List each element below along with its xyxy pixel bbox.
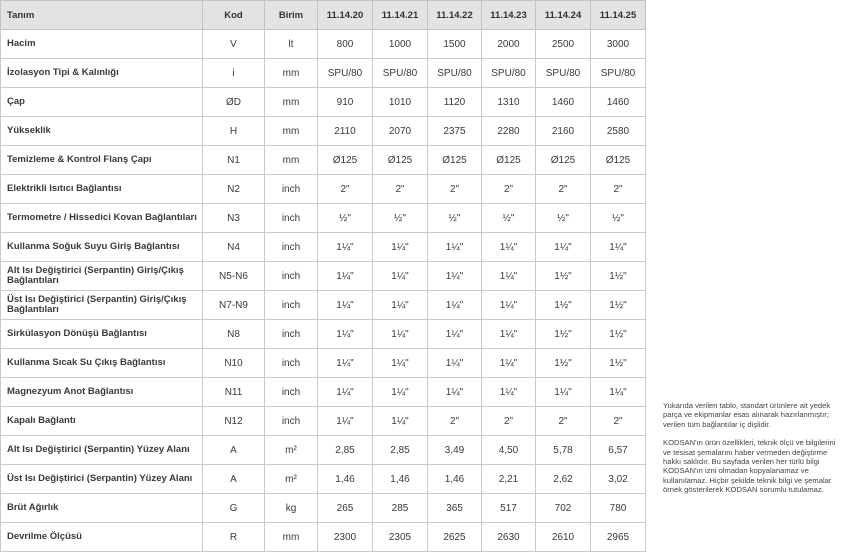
row-value: 1¼" — [318, 349, 373, 378]
row-value: 1¼" — [318, 407, 373, 436]
column-header: Birim — [265, 1, 318, 30]
row-value: 265 — [318, 494, 373, 523]
row-value: 2,85 — [373, 436, 428, 465]
row-value: ½" — [591, 204, 646, 233]
row-value: Ø125 — [482, 146, 536, 175]
row-label: Magnezyum Anot Bağlantısı — [1, 378, 203, 407]
row-value: 1¼" — [318, 291, 373, 320]
row-code: N1 — [203, 146, 265, 175]
row-value: ½" — [428, 204, 482, 233]
row-value: 1¼" — [318, 233, 373, 262]
row-value: 2305 — [373, 523, 428, 552]
row-value: 910 — [318, 88, 373, 117]
row-value: 2280 — [482, 117, 536, 146]
row-value: 1460 — [591, 88, 646, 117]
table-row — [1, 117, 646, 146]
row-value: 2000 — [482, 30, 536, 59]
row-value: SPU/80 — [318, 59, 373, 88]
table-row — [1, 262, 646, 291]
row-value: SPU/80 — [482, 59, 536, 88]
row-code: N10 — [203, 349, 265, 378]
row-value: 1¼" — [373, 349, 428, 378]
row-value: 1¼" — [428, 262, 482, 291]
table-row — [1, 320, 646, 349]
row-code: A — [203, 436, 265, 465]
row-value: SPU/80 — [428, 59, 482, 88]
row-value: 1¼" — [373, 320, 428, 349]
row-value: 3000 — [591, 30, 646, 59]
table-row — [1, 233, 646, 262]
row-value: SPU/80 — [373, 59, 428, 88]
column-header: 11.14.22 — [428, 1, 482, 30]
row-value: 1500 — [428, 30, 482, 59]
row-code: N3 — [203, 204, 265, 233]
row-value: 1¼" — [482, 320, 536, 349]
row-value: 2375 — [428, 117, 482, 146]
row-value: 1¼" — [428, 378, 482, 407]
row-value: 2965 — [591, 523, 646, 552]
row-unit: inch — [265, 233, 318, 262]
table-row — [1, 30, 646, 59]
row-label: Üst Isı Değiştirici (Serpantin) Yüzey Alanı — [1, 465, 203, 494]
row-value: 1¼" — [373, 291, 428, 320]
row-value: 1½" — [591, 320, 646, 349]
row-code: i — [203, 59, 265, 88]
row-code: N7-N9 — [203, 291, 265, 320]
column-header: 11.14.21 — [373, 1, 428, 30]
row-value: 1½" — [591, 349, 646, 378]
row-label: Elektrikli Isıtıcı Bağlantısı — [1, 175, 203, 204]
row-value: 1½" — [536, 349, 591, 378]
row-label: Brüt Ağırlık — [1, 494, 203, 523]
row-value: 2160 — [536, 117, 591, 146]
row-value: 1010 — [373, 88, 428, 117]
row-label: Yükseklik — [1, 117, 203, 146]
row-value: 2,62 — [536, 465, 591, 494]
row-value: SPU/80 — [591, 59, 646, 88]
row-code: N2 — [203, 175, 265, 204]
row-value: 2625 — [428, 523, 482, 552]
row-label: Alt Isı Değiştirici (Serpantin) Yüzey Alanı — [1, 436, 203, 465]
row-unit: mm — [265, 59, 318, 88]
row-value: 1¼" — [591, 233, 646, 262]
row-value: 1¼" — [482, 291, 536, 320]
row-code: G — [203, 494, 265, 523]
row-code: ØD — [203, 88, 265, 117]
row-value: 2500 — [536, 30, 591, 59]
row-code: N8 — [203, 320, 265, 349]
row-value: 4,50 — [482, 436, 536, 465]
row-unit: mm — [265, 146, 318, 175]
row-value: 2300 — [318, 523, 373, 552]
column-header: 11.14.25 — [591, 1, 646, 30]
row-value: ½" — [318, 204, 373, 233]
header-row — [1, 1, 646, 30]
row-value: 2" — [591, 175, 646, 204]
row-value: Ø125 — [428, 146, 482, 175]
row-unit: m² — [265, 436, 318, 465]
row-value: 1460 — [536, 88, 591, 117]
row-value: ½" — [536, 204, 591, 233]
row-value: 1¼" — [428, 349, 482, 378]
row-value: 1¼" — [482, 349, 536, 378]
row-value: 2070 — [373, 117, 428, 146]
row-code: A — [203, 465, 265, 494]
row-code: V — [203, 30, 265, 59]
row-value: 5,78 — [536, 436, 591, 465]
row-label: Alt Isı Değiştirici (Serpantin) Giriş/Çıkış Bağlantıları — [1, 262, 203, 291]
row-value: 1120 — [428, 88, 482, 117]
table-body — [1, 30, 646, 552]
row-value: Ø125 — [536, 146, 591, 175]
row-value: 1¼" — [373, 407, 428, 436]
row-value: 1¼" — [318, 378, 373, 407]
table-row — [1, 88, 646, 117]
row-value: 517 — [482, 494, 536, 523]
row-value: 1000 — [373, 30, 428, 59]
row-value: 2" — [373, 175, 428, 204]
row-value: 1¼" — [591, 378, 646, 407]
row-value: 3,02 — [591, 465, 646, 494]
row-unit: mm — [265, 117, 318, 146]
row-value: 1¼" — [373, 378, 428, 407]
row-unit: inch — [265, 175, 318, 204]
row-value: 2610 — [536, 523, 591, 552]
column-header: 11.14.24 — [536, 1, 591, 30]
table-row — [1, 465, 646, 494]
row-value: 365 — [428, 494, 482, 523]
row-unit: inch — [265, 291, 318, 320]
row-unit: kg — [265, 494, 318, 523]
row-value: 2" — [428, 407, 482, 436]
row-value: 1,46 — [428, 465, 482, 494]
table-row — [1, 378, 646, 407]
row-value: 780 — [591, 494, 646, 523]
row-value: 1¼" — [536, 233, 591, 262]
row-code: H — [203, 117, 265, 146]
row-label: Termometre / Hissedici Kovan Bağlantıları — [1, 204, 203, 233]
row-value: 1½" — [536, 320, 591, 349]
row-value: 1½" — [536, 291, 591, 320]
row-value: 2" — [482, 407, 536, 436]
row-unit: inch — [265, 349, 318, 378]
row-unit: inch — [265, 407, 318, 436]
column-header: Kod — [203, 1, 265, 30]
row-label: Kullanma Soğuk Suyu Giriş Bağlantısı — [1, 233, 203, 262]
row-value: 1¼" — [428, 291, 482, 320]
row-value: 2" — [591, 407, 646, 436]
row-value: 1¼" — [373, 262, 428, 291]
table-row — [1, 146, 646, 175]
table-row — [1, 175, 646, 204]
column-header: 11.14.20 — [318, 1, 373, 30]
row-unit: lt — [265, 30, 318, 59]
row-value: 2,21 — [482, 465, 536, 494]
row-label: Kullanma Sıcak Su Çıkış Bağlantısı — [1, 349, 203, 378]
row-value: 2,85 — [318, 436, 373, 465]
row-label: Devrilme Ölçüsü — [1, 523, 203, 552]
row-value: Ø125 — [591, 146, 646, 175]
row-value: ½" — [373, 204, 428, 233]
row-unit: inch — [265, 204, 318, 233]
row-value: 1½" — [591, 291, 646, 320]
row-value: Ø125 — [318, 146, 373, 175]
row-value: 1¼" — [536, 378, 591, 407]
row-value: 1¼" — [428, 233, 482, 262]
table-row — [1, 204, 646, 233]
table-row — [1, 436, 646, 465]
note-standard-parts: Yukarıda verilen tablo, standart ürünlere ait yedek parça ve ekipmanlar esas alınarak hazırlanmıştır; verilen tüm bağlantılar iç dişlidir. — [663, 401, 831, 429]
row-value: 2580 — [591, 117, 646, 146]
row-unit: m² — [265, 465, 318, 494]
table-row — [1, 59, 646, 88]
row-value: 2" — [482, 175, 536, 204]
table-row — [1, 494, 646, 523]
table-row — [1, 349, 646, 378]
row-code: N11 — [203, 378, 265, 407]
row-label: Üst Isı Değiştirici (Serpantin) Giriş/Çıkış Bağlantıları — [1, 291, 203, 320]
row-label: Hacim — [1, 30, 203, 59]
row-label: Kapalı Bağlantı — [1, 407, 203, 436]
row-value: Ø125 — [373, 146, 428, 175]
row-code: R — [203, 523, 265, 552]
row-value: ½" — [482, 204, 536, 233]
row-value: 2" — [536, 175, 591, 204]
row-unit: mm — [265, 88, 318, 117]
row-code: N12 — [203, 407, 265, 436]
row-value: 2" — [428, 175, 482, 204]
row-value: 1¼" — [318, 262, 373, 291]
row-value: 1,46 — [318, 465, 373, 494]
row-value: 2110 — [318, 117, 373, 146]
column-header: 11.14.23 — [482, 1, 536, 30]
row-code: N5-N6 — [203, 262, 265, 291]
row-value: SPU/80 — [536, 59, 591, 88]
row-label: Çap — [1, 88, 203, 117]
notes-panel — [663, 401, 845, 504]
table-row — [1, 407, 646, 436]
column-header: Tanım — [1, 1, 203, 30]
row-label: İzolasyon Tipi & Kalınlığı — [1, 59, 203, 88]
row-value: 1¼" — [373, 233, 428, 262]
table-row — [1, 291, 646, 320]
row-value: 3,49 — [428, 436, 482, 465]
row-value: 702 — [536, 494, 591, 523]
row-unit: mm — [265, 523, 318, 552]
row-label: Sirkülasyon Dönüşü Bağlantısı — [1, 320, 203, 349]
row-value: 2" — [536, 407, 591, 436]
row-value: 1¼" — [428, 320, 482, 349]
row-value: 1¼" — [482, 233, 536, 262]
row-value: 1¼" — [482, 262, 536, 291]
table-row — [1, 523, 646, 552]
row-value: 1310 — [482, 88, 536, 117]
row-value: 285 — [373, 494, 428, 523]
row-unit: inch — [265, 320, 318, 349]
row-value: 1½" — [536, 262, 591, 291]
row-unit: inch — [265, 378, 318, 407]
row-value: 1½" — [591, 262, 646, 291]
row-value: 2" — [318, 175, 373, 204]
row-value: 1¼" — [318, 320, 373, 349]
row-value: 800 — [318, 30, 373, 59]
note-copyright: KODSAN'ın ürün özellikleri, teknik ölçü ve bilgilerini ve tesisat şemalarını haber vermeden değiştirme hakkı saklıdır. Bu sayfada verilen her türlü bilgi KODSAN'ın izni olmadan kopyalanamaz ve kullanılamaz. Hiçbir şekilde teknik bilgi ve şemalar örnek gösterilerek KODSAN sorumlu tutulamaz. — [663, 438, 836, 495]
row-value: 6,57 — [591, 436, 646, 465]
row-value: 2630 — [482, 523, 536, 552]
row-value: 1,46 — [373, 465, 428, 494]
row-code: N4 — [203, 233, 265, 262]
row-value: 1¼" — [482, 378, 536, 407]
row-unit: inch — [265, 262, 318, 291]
row-label: Temizleme & Kontrol Flanş Çapı — [1, 146, 203, 175]
